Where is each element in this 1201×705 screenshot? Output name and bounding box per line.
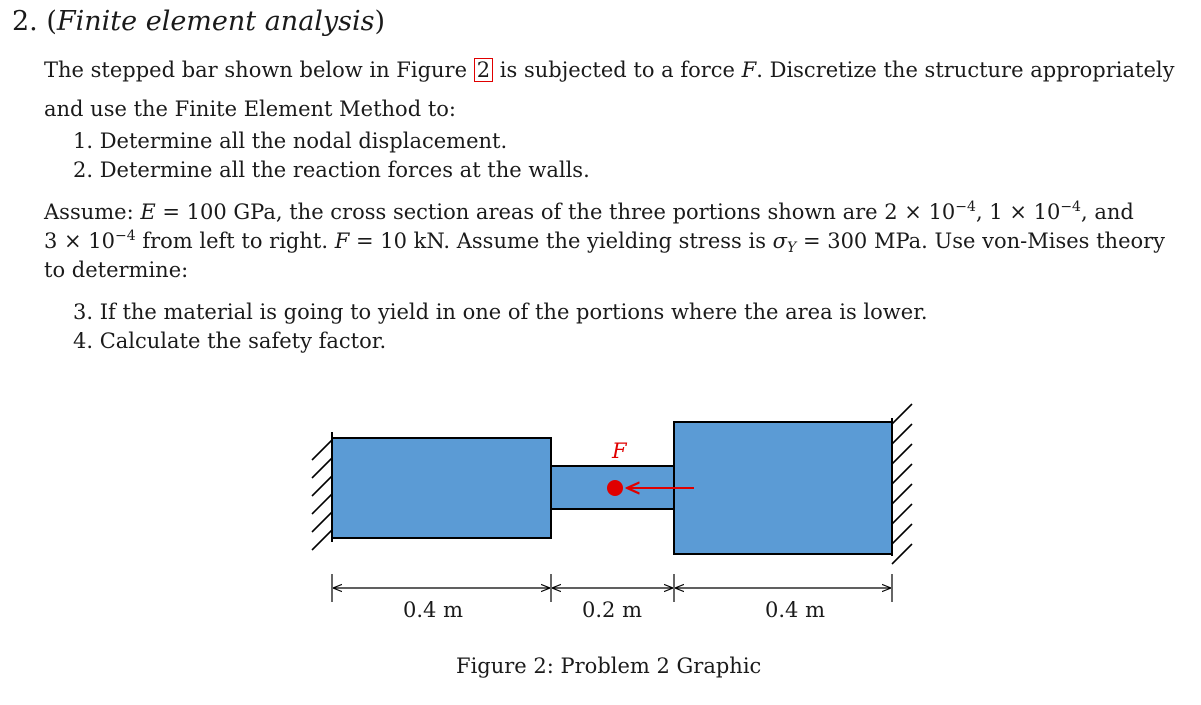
task-item-2: 2. Determine all the reaction forces at the walls.	[73, 158, 590, 182]
assumption-line-3: to determine:	[44, 258, 189, 282]
assumption-line-1: Assume: E = 100 GPa, the cross section areas of the three portions shown are $2 \times 10^{-4}$, $1 \times 10^{-4}$, and	[44, 199, 1134, 224]
assumption-line-2: $3 \times 10^{-4}$ from left to right. F = 10 kN. Assume the yielding stress is $\sigma_Y = 300$ MPa. Use von-Mises theory	[44, 228, 1166, 256]
figure-caption: Figure 2: Problem 2 Graphic	[456, 654, 762, 678]
problem-number: 2.	[12, 6, 38, 37]
task-item-3: 3. If the material is going to yield in one of the portions where the area is lower.	[73, 300, 928, 324]
task-item-1: 1. Determine all the nodal displacement.	[73, 129, 508, 153]
bar-segment-right	[674, 422, 892, 554]
force-label: F	[612, 439, 627, 463]
intro-line-2: and use the Finite Element Method to:	[44, 97, 456, 121]
left-wall	[312, 432, 332, 550]
problem-title: Finite element analysis	[56, 6, 375, 37]
bar-segment-left	[332, 438, 551, 538]
right-wall	[892, 404, 912, 564]
dimension-label-left: 0.4 m	[403, 598, 463, 622]
dimension-label-middle: 0.2 m	[582, 598, 642, 622]
dimension-label-right: 0.4 m	[765, 598, 825, 622]
task-item-4: 4. Calculate the safety factor.	[73, 329, 387, 353]
intro-line-1: The stepped bar shown below in Figure 2 is subjected to a force F. Discretize the structure appropriately	[44, 58, 1175, 82]
figure-reference-link[interactable]: 2	[474, 58, 493, 82]
problem-heading: 2. (Finite element analysis)	[12, 6, 386, 37]
force-point	[607, 480, 623, 496]
